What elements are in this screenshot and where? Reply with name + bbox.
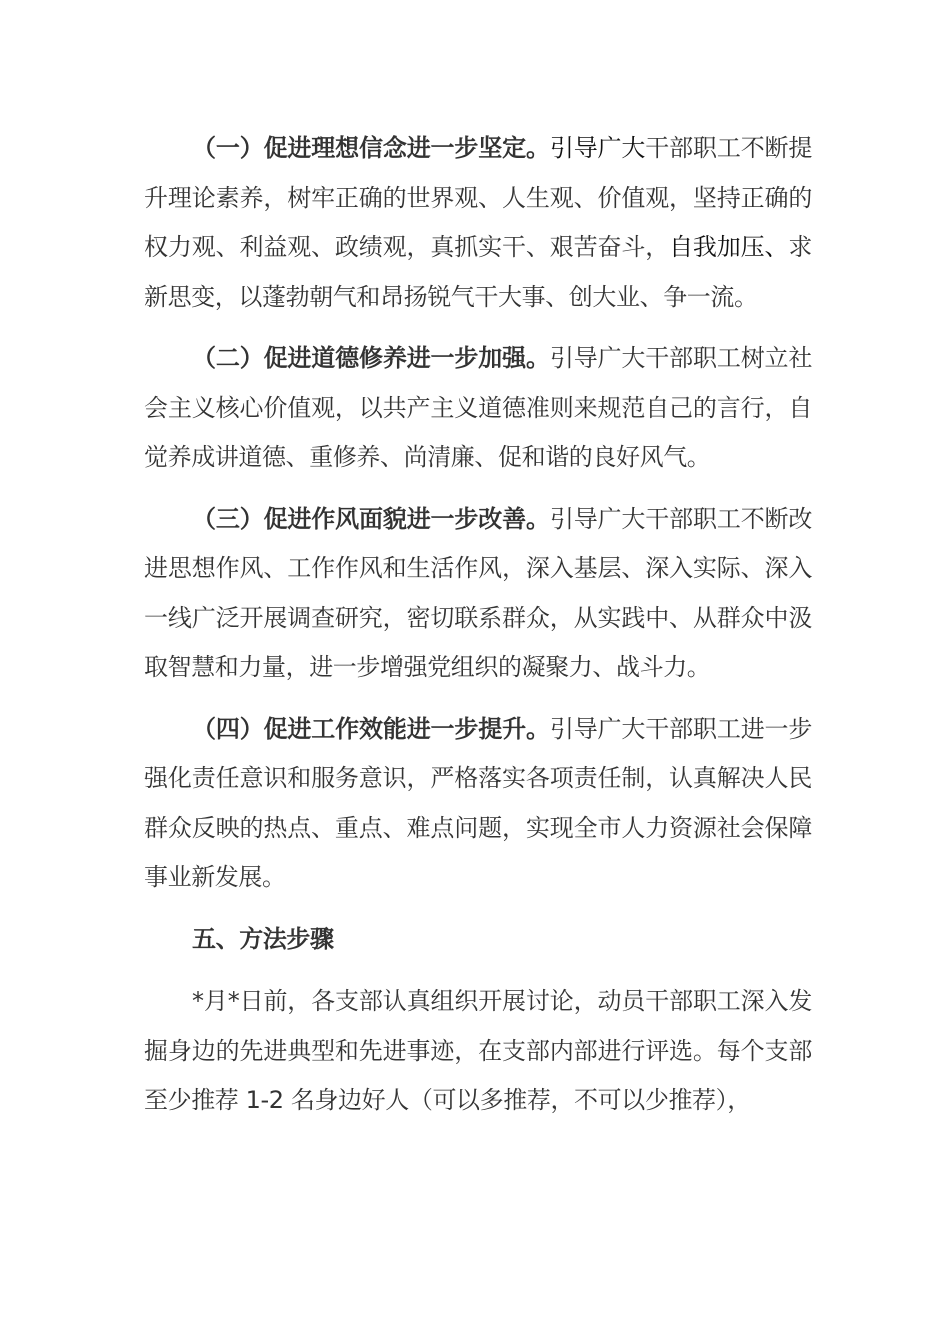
step-paragraph: *月*日前，各支部认真组织开展讨论，动员干部职工深入发掘身边的先进典型和先进事迹，在支部内部进行评选。每个支部至少推荐 1-2 名身边好人（可以多推荐，不可以少推荐）， [144, 987, 812, 1114]
paragraph-4-text: 引导广大干部职工进一步强化责任意识和服务意识，严格落实各项责任制，认真解决人民群众反映的热点、重点、难点问题，实现全市人力资源社会保障事业新发展。 [144, 714, 812, 891]
section-heading: 五、方法步骤 [192, 924, 334, 953]
paragraph-1-text-d: 求新思变，以蓬勃朝气和昂扬锐气干大事、创大业、争一流。 [144, 233, 813, 311]
document-page [144, 124, 812, 1126]
paragraph-1 [144, 124, 812, 322]
paragraph-2-text: 引导广大干部职工树立社会主义核心价值观，以共产主义道德准则来规范自己的言行，自觉养成讲道德、重修养、尚清廉、促和谐的良好风气。 [144, 344, 812, 471]
paragraph-3 [144, 495, 812, 693]
paragraph-1-text-a: 引导广大 [549, 134, 646, 162]
paragraph-2 [144, 334, 812, 483]
paragraph-1-text-b: 干部职工不断提升理论素养，树牢正确的世界观、人生观、价值观，坚持正确的权力观、利益观、政绩观，真抓实干、艰苦奋斗， [144, 134, 813, 261]
paragraph-3-text: 引导广大干部职工不断改进思想作风、工作作风和生活作风，深入基层、深入实际、深入一线广泛开展调查研究，密切联系群众，从实践中、从群众中汲取智慧和力量，进一步增强党组织的凝聚力、战斗力。 [144, 504, 812, 681]
paragraph-4 [144, 705, 812, 903]
paragraph-1-text-c: 自我加压、 [669, 233, 789, 261]
paragraph-2-heading: （二）促进道德修养进一步加强。 [192, 344, 550, 372]
paragraph-3-heading: （三）促进作风面貌进一步改善。 [192, 504, 550, 533]
paragraph-4-heading: （四）促进工作效能进一步提升。 [192, 714, 550, 743]
paragraph-1-heading: （一）促进理想信念进一步坚定。 [192, 134, 550, 162]
